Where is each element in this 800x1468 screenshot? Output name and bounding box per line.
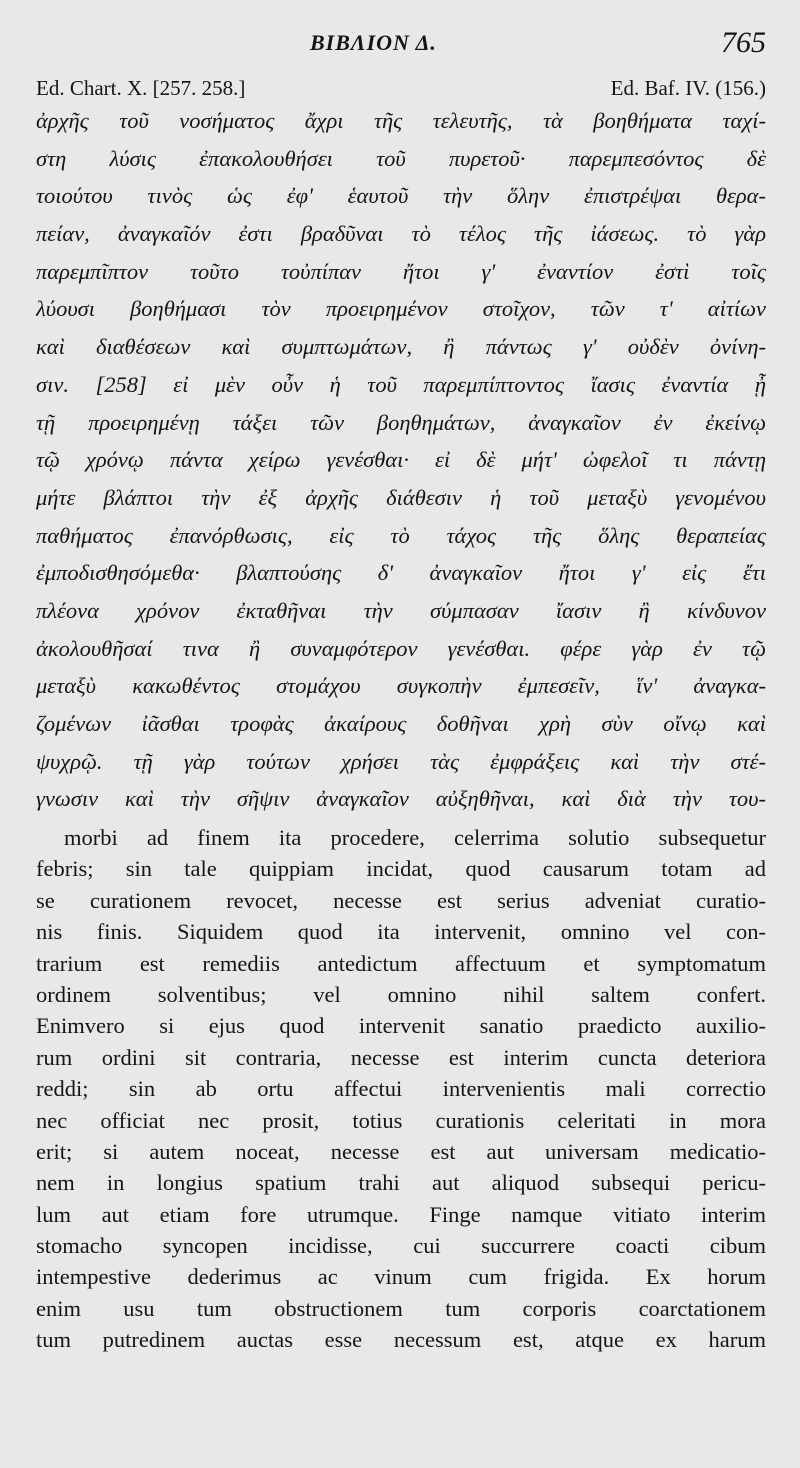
page-number: 765 — [721, 26, 766, 59]
greek-line: ἐμποδισθησόμεθα· βλαπτούσης δ' ἀναγκαῖον ἤτοι γ' εἰς ἔτι — [36, 560, 766, 586]
greek-line: στη λύσις ἐπακολουθήσει τοῦ πυρετοῦ· παρεμπεσόντος δὲ — [36, 145, 766, 171]
edition-basel: Ed. Baf. IV. (156.) — [610, 76, 766, 100]
greek-line: γνωσιν καὶ τὴν σῆψιν ἀναγκαῖον αὐξηθῆναι, καὶ διὰ τὴν του- — [36, 786, 766, 812]
greek-line: τοιούτου τινὸς ὡς ἐφ' ἑαυτοῦ τὴν ὅλην ἐπιστρέψαι θερα- — [36, 183, 766, 209]
greek-line: πλέονα χρόνον ἐκταθῆναι τὴν σύμπασαν ἴασιν ἢ κίνδυνον — [36, 597, 766, 623]
latin-line: enim usu tum obstructionem tum corporis coarctationem — [36, 1295, 766, 1321]
greek-line: τῷ χρόνῳ πάντα χείρω γενέσθαι· εἰ δὲ μήτ' ὠφελοῖ τι πάντῃ — [36, 447, 766, 473]
edition-chartier: Ed. Chart. X. [257. 258.] — [36, 76, 246, 100]
latin-line: rum ordini sit contraria, necesse est interim cuncta deteriora — [36, 1044, 766, 1070]
latin-line: erit; si autem noceat, necesse est aut universam medicatio- — [36, 1138, 766, 1164]
greek-line: πείαν, ἀναγκαῖόν ἐστι βραδῦναι τὸ τέλος τῆς ἰάσεως. τὸ γὰρ — [36, 221, 766, 247]
latin-text-block — [36, 822, 766, 1356]
greek-text-block — [36, 102, 766, 818]
latin-line: se curationem revocet, necesse est serius adveniat curatio- — [36, 887, 766, 913]
latin-line: ordinem solventibus; vel omnino nihil saltem confert. — [36, 981, 766, 1007]
latin-line: Enimvero si ejus quod intervenit sanatio praedicto auxilio- — [36, 1013, 766, 1039]
greek-line: ἀρχῆς τοῦ νοσήματος ἄχρι τῆς τελευτῆς, τὰ βοηθήματα ταχί- — [36, 108, 766, 133]
latin-line: morbi ad finem ita procedere, celerrima solutio subsequetur — [64, 825, 766, 850]
latin-line: nec officiat nec prosit, totius curationis celeritati in mora — [36, 1107, 766, 1133]
latin-line: nis finis. Siquidem quod ita intervenit, omnino vel con- — [36, 919, 766, 945]
latin-line: intempestive dederimus ac vinum cum frigida. Ex horum — [36, 1264, 766, 1290]
running-title: ΒΙΒΛΙΟΝ Δ. — [310, 30, 437, 55]
latin-line: trarium est remediis antedictum affectuum et symptomatum — [36, 950, 766, 976]
greek-line: παρεμπῖπτον τοῦτο τοὐπίπαν ἤτοι γ' ἐναντίον ἐστὶ τοῖς — [36, 258, 766, 284]
latin-line: stomacho syncopen incidisse, cui succurrere coacti cibum — [36, 1233, 766, 1259]
greek-line: μεταξὺ κακωθέντος στομάχου συγκοπὴν ἐμπεσεῖν, ἵν' ἀναγκα- — [36, 673, 766, 699]
greek-line: ψυχρῷ. τῇ γὰρ τούτων χρήσει τὰς ἐμφράξεις καὶ τὴν στέ- — [36, 748, 766, 774]
greek-line: τῇ προειρημένῃ τάξει τῶν βοηθημάτων, ἀναγκαῖον ἐν ἐκείνῳ — [36, 409, 766, 435]
greek-line: λύουσι βοηθήμασι τὸν προειρημένον στοῖχον, τῶν τ' αἰτίων — [36, 296, 766, 322]
latin-line: lum aut etiam fore utrumque. Finge namque vitiato interim — [36, 1201, 766, 1227]
latin-line: nem in longius spatium trahi aut aliquod subsequi pericu- — [36, 1170, 766, 1196]
greek-line: ζομένων ἰᾶσθαι τροφὰς ἀκαίρους δοθῆναι χρὴ σὺν οἴνῳ καὶ — [36, 711, 766, 736]
latin-line: tum putredinem auctas esse necessum est, atque ex harum — [36, 1327, 766, 1353]
greek-line: παθήματος ἐπανόρθωσις, εἰς τὸ τάχος τῆς ὅλης θεραπείας — [36, 522, 766, 548]
latin-line: febris; sin tale quippiam incidat, quod causarum totam ad — [36, 856, 766, 882]
latin-line: reddi; sin ab ortu affectui intervenientis mali correctio — [36, 1076, 766, 1102]
greek-line: καὶ διαθέσεων καὶ συμπτωμάτων, ἢ πάντως γ' οὐδὲν ὀνίνη- — [36, 334, 766, 360]
greek-line: ἀκολουθῆσαί τινα ἢ συναμφότερον γενέσθαι. φέρε γὰρ ἐν τῷ — [36, 635, 766, 661]
running-head — [0, 26, 800, 64]
greek-line: μήτε βλάπτοι τὴν ἐξ ἀρχῆς διάθεσιν ἡ τοῦ μεταξὺ γενομένου — [36, 484, 766, 510]
greek-line: σιν. [258] εἰ μὲν οὖν ἡ τοῦ παρεμπίπτοντος ἴασις ἐναντία ᾖ — [36, 371, 766, 397]
